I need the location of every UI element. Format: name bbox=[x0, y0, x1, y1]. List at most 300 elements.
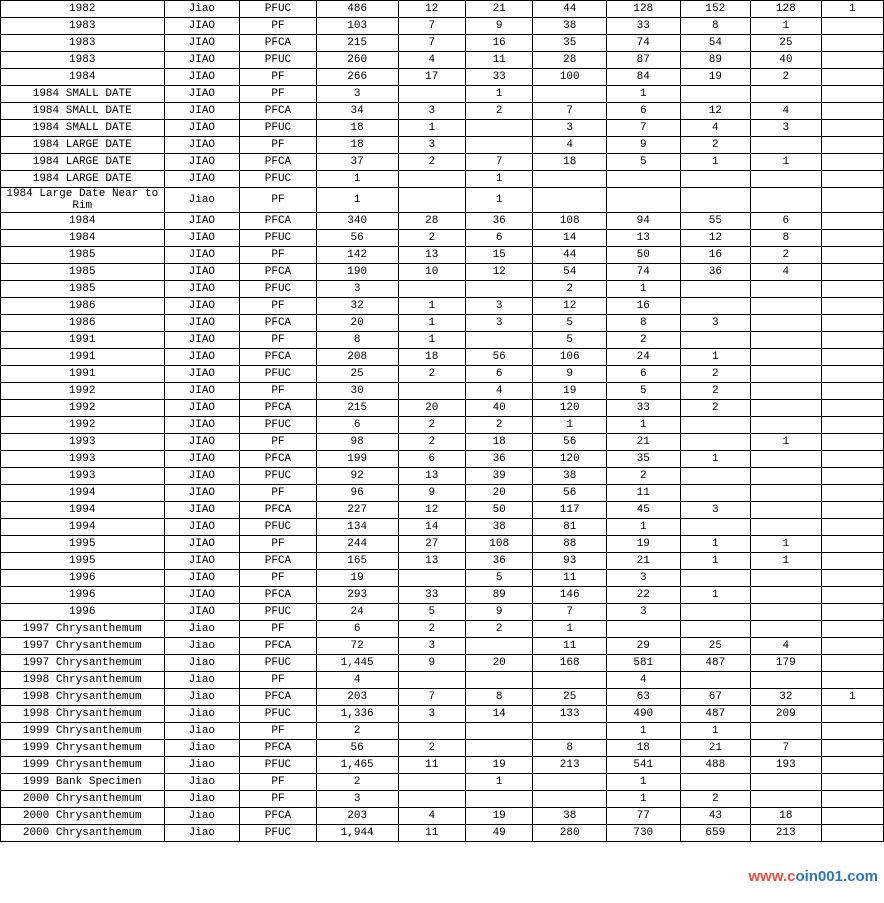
cell-g3: 18 bbox=[533, 154, 607, 171]
cell-grade_service: PF bbox=[240, 188, 317, 213]
cell-g1: 20 bbox=[398, 400, 465, 417]
cell-total: 1 bbox=[316, 171, 398, 188]
watermark bbox=[749, 868, 879, 885]
cell-g2 bbox=[465, 791, 532, 808]
cell-g5: 54 bbox=[680, 35, 751, 52]
cell-g2 bbox=[465, 672, 532, 689]
cell-g4: 21 bbox=[606, 553, 680, 570]
cell-g7 bbox=[821, 621, 883, 638]
cell-g2: 19 bbox=[465, 808, 532, 825]
cell-unit: Jiao bbox=[164, 774, 240, 791]
cell-denomination_year: 1991 bbox=[1, 332, 165, 349]
cell-g7 bbox=[821, 536, 883, 553]
cell-g2 bbox=[465, 120, 532, 137]
cell-g5 bbox=[680, 281, 751, 298]
cell-g4: 45 bbox=[606, 502, 680, 519]
cell-g1: 33 bbox=[398, 587, 465, 604]
cell-g6: 1 bbox=[751, 18, 822, 35]
cell-denomination_year: 1995 bbox=[1, 536, 165, 553]
cell-denomination_year: 2000 Chrysanthemum bbox=[1, 825, 165, 842]
cell-g6 bbox=[751, 400, 822, 417]
cell-g4: 1 bbox=[606, 723, 680, 740]
cell-total: 199 bbox=[316, 451, 398, 468]
cell-g2: 11 bbox=[465, 52, 532, 69]
table-row bbox=[1, 315, 884, 332]
cell-g7 bbox=[821, 553, 883, 570]
cell-g3: 9 bbox=[533, 366, 607, 383]
cell-denomination_year: 1996 bbox=[1, 587, 165, 604]
cell-g2: 6 bbox=[465, 230, 532, 247]
cell-g4: 6 bbox=[606, 103, 680, 120]
table-row bbox=[1, 154, 884, 171]
cell-grade_service: PFUC bbox=[240, 519, 317, 536]
cell-g2: 18 bbox=[465, 434, 532, 451]
table-row bbox=[1, 298, 884, 315]
cell-grade_service: PFUC bbox=[240, 120, 317, 137]
cell-g5: 36 bbox=[680, 264, 751, 281]
table-row bbox=[1, 1, 884, 18]
cell-denomination_year: 1986 bbox=[1, 315, 165, 332]
table-row bbox=[1, 264, 884, 281]
cell-g7 bbox=[821, 69, 883, 86]
cell-g2: 5 bbox=[465, 570, 532, 587]
cell-g6 bbox=[751, 298, 822, 315]
cell-g5: 12 bbox=[680, 230, 751, 247]
cell-g7 bbox=[821, 120, 883, 137]
cell-unit: Jiao bbox=[164, 740, 240, 757]
cell-unit: JIAO bbox=[164, 171, 240, 188]
cell-total: 8 bbox=[316, 332, 398, 349]
cell-g2: 33 bbox=[465, 69, 532, 86]
cell-g7 bbox=[821, 570, 883, 587]
table-row bbox=[1, 383, 884, 400]
cell-g5: 16 bbox=[680, 247, 751, 264]
cell-unit: JIAO bbox=[164, 502, 240, 519]
cell-g2: 19 bbox=[465, 757, 532, 774]
cell-denomination_year: 1997 Chrysanthemum bbox=[1, 655, 165, 672]
cell-total: 18 bbox=[316, 137, 398, 154]
cell-g7 bbox=[821, 400, 883, 417]
cell-g1: 4 bbox=[398, 52, 465, 69]
cell-denomination_year: 2000 Chrysanthemum bbox=[1, 791, 165, 808]
cell-total: 92 bbox=[316, 468, 398, 485]
cell-g5: 8 bbox=[680, 18, 751, 35]
table-row bbox=[1, 638, 884, 655]
table-row bbox=[1, 349, 884, 366]
cell-g6 bbox=[751, 468, 822, 485]
cell-g7 bbox=[821, 154, 883, 171]
cell-unit: JIAO bbox=[164, 35, 240, 52]
cell-g4: 541 bbox=[606, 757, 680, 774]
cell-g1: 4 bbox=[398, 808, 465, 825]
cell-g6 bbox=[751, 417, 822, 434]
cell-g5 bbox=[680, 171, 751, 188]
cell-g6: 128 bbox=[751, 1, 822, 18]
cell-g2: 89 bbox=[465, 587, 532, 604]
cell-grade_service: PF bbox=[240, 485, 317, 502]
cell-denomination_year: 1998 Chrysanthemum bbox=[1, 672, 165, 689]
cell-g1: 2 bbox=[398, 230, 465, 247]
cell-g7 bbox=[821, 791, 883, 808]
cell-g6 bbox=[751, 451, 822, 468]
cell-g5: 2 bbox=[680, 791, 751, 808]
cell-g5 bbox=[680, 485, 751, 502]
cell-denomination_year: 1992 bbox=[1, 417, 165, 434]
cell-denomination_year: 1992 bbox=[1, 383, 165, 400]
cell-unit: Jiao bbox=[164, 825, 240, 842]
cell-unit: Jiao bbox=[164, 621, 240, 638]
cell-denomination_year: 1997 Chrysanthemum bbox=[1, 621, 165, 638]
cell-grade_service: PF bbox=[240, 332, 317, 349]
table-row bbox=[1, 18, 884, 35]
table-row bbox=[1, 171, 884, 188]
cell-g1 bbox=[398, 281, 465, 298]
table-row bbox=[1, 536, 884, 553]
cell-g2: 15 bbox=[465, 247, 532, 264]
cell-unit: JIAO bbox=[164, 434, 240, 451]
cell-denomination_year: 1991 bbox=[1, 349, 165, 366]
cell-g4: 490 bbox=[606, 706, 680, 723]
table-row bbox=[1, 52, 884, 69]
cell-g6 bbox=[751, 349, 822, 366]
cell-g1: 13 bbox=[398, 553, 465, 570]
cell-total: 165 bbox=[316, 553, 398, 570]
cell-denomination_year: 1996 bbox=[1, 570, 165, 587]
cell-g5: 152 bbox=[680, 1, 751, 18]
cell-denomination_year: 1998 Chrysanthemum bbox=[1, 706, 165, 723]
cell-g6 bbox=[751, 774, 822, 791]
cell-g2: 3 bbox=[465, 298, 532, 315]
cell-g6: 193 bbox=[751, 757, 822, 774]
cell-g2: 12 bbox=[465, 264, 532, 281]
cell-grade_service: PFCA bbox=[240, 315, 317, 332]
table-row bbox=[1, 757, 884, 774]
cell-g5: 3 bbox=[680, 315, 751, 332]
cell-g2: 1 bbox=[465, 86, 532, 103]
cell-g1: 2 bbox=[398, 434, 465, 451]
cell-unit: JIAO bbox=[164, 230, 240, 247]
cell-g4: 3 bbox=[606, 604, 680, 621]
cell-denomination_year: 1992 bbox=[1, 400, 165, 417]
cell-g1: 18 bbox=[398, 349, 465, 366]
cell-g6 bbox=[751, 188, 822, 213]
cell-g1 bbox=[398, 171, 465, 188]
cell-g5 bbox=[680, 672, 751, 689]
cell-g3: 14 bbox=[533, 230, 607, 247]
cell-g5 bbox=[680, 332, 751, 349]
cell-grade_service: PFCA bbox=[240, 154, 317, 171]
cell-total: 30 bbox=[316, 383, 398, 400]
cell-g7 bbox=[821, 18, 883, 35]
cell-g6: 18 bbox=[751, 808, 822, 825]
cell-denomination_year: 1993 bbox=[1, 451, 165, 468]
cell-unit: JIAO bbox=[164, 485, 240, 502]
cell-g5 bbox=[680, 519, 751, 536]
cell-g3 bbox=[533, 672, 607, 689]
cell-total: 190 bbox=[316, 264, 398, 281]
cell-g6 bbox=[751, 519, 822, 536]
cell-g3 bbox=[533, 774, 607, 791]
cell-unit: JIAO bbox=[164, 120, 240, 137]
cell-g3: 1 bbox=[533, 621, 607, 638]
cell-g5: 488 bbox=[680, 757, 751, 774]
cell-g1: 7 bbox=[398, 689, 465, 706]
cell-g6 bbox=[751, 383, 822, 400]
cell-unit: Jiao bbox=[164, 808, 240, 825]
cell-g7 bbox=[821, 230, 883, 247]
cell-g2: 2 bbox=[465, 417, 532, 434]
cell-denomination_year: 1984 LARGE DATE bbox=[1, 171, 165, 188]
table-row bbox=[1, 281, 884, 298]
cell-g6 bbox=[751, 672, 822, 689]
cell-g1 bbox=[398, 672, 465, 689]
table-row bbox=[1, 332, 884, 349]
cell-g7 bbox=[821, 587, 883, 604]
cell-total: 1,336 bbox=[316, 706, 398, 723]
cell-g4: 29 bbox=[606, 638, 680, 655]
cell-g5: 659 bbox=[680, 825, 751, 842]
cell-g3: 7 bbox=[533, 103, 607, 120]
cell-g4: 1 bbox=[606, 791, 680, 808]
cell-g3: 93 bbox=[533, 553, 607, 570]
cell-total: 266 bbox=[316, 69, 398, 86]
cell-unit: JIAO bbox=[164, 417, 240, 434]
cell-g3: 5 bbox=[533, 332, 607, 349]
table-row bbox=[1, 502, 884, 519]
cell-grade_service: PFUC bbox=[240, 655, 317, 672]
cell-g7 bbox=[821, 52, 883, 69]
cell-denomination_year: 1994 bbox=[1, 485, 165, 502]
cell-grade_service: PF bbox=[240, 383, 317, 400]
cell-unit: JIAO bbox=[164, 383, 240, 400]
cell-g1: 7 bbox=[398, 35, 465, 52]
cell-g6 bbox=[751, 171, 822, 188]
cell-g7 bbox=[821, 349, 883, 366]
cell-total: 3 bbox=[316, 791, 398, 808]
cell-denomination_year: 1984 SMALL DATE bbox=[1, 103, 165, 120]
cell-g2: 20 bbox=[465, 655, 532, 672]
table-row bbox=[1, 570, 884, 587]
cell-g6: 6 bbox=[751, 213, 822, 230]
cell-g7 bbox=[821, 723, 883, 740]
cell-g7 bbox=[821, 298, 883, 315]
cell-g7 bbox=[821, 213, 883, 230]
cell-g3: 56 bbox=[533, 434, 607, 451]
cell-denomination_year: 1984 bbox=[1, 69, 165, 86]
cell-g1: 3 bbox=[398, 638, 465, 655]
cell-g2: 50 bbox=[465, 502, 532, 519]
cell-g2: 39 bbox=[465, 468, 532, 485]
cell-g3: 120 bbox=[533, 400, 607, 417]
cell-unit: Jiao bbox=[164, 723, 240, 740]
cell-g7 bbox=[821, 171, 883, 188]
cell-g2 bbox=[465, 740, 532, 757]
cell-g5: 12 bbox=[680, 103, 751, 120]
cell-denomination_year: 1985 bbox=[1, 281, 165, 298]
cell-grade_service: PFCA bbox=[240, 264, 317, 281]
cell-g6 bbox=[751, 604, 822, 621]
cell-g1: 5 bbox=[398, 604, 465, 621]
cell-g4: 128 bbox=[606, 1, 680, 18]
cell-total: 340 bbox=[316, 213, 398, 230]
cell-g5: 487 bbox=[680, 706, 751, 723]
cell-g3: 4 bbox=[533, 137, 607, 154]
cell-g1: 12 bbox=[398, 1, 465, 18]
cell-g1: 3 bbox=[398, 137, 465, 154]
cell-total: 203 bbox=[316, 808, 398, 825]
table-row bbox=[1, 35, 884, 52]
cell-total: 3 bbox=[316, 281, 398, 298]
cell-g2: 3 bbox=[465, 315, 532, 332]
cell-g1: 10 bbox=[398, 264, 465, 281]
cell-g7 bbox=[821, 485, 883, 502]
cell-grade_service: PF bbox=[240, 774, 317, 791]
cell-g2: 16 bbox=[465, 35, 532, 52]
cell-g6: 32 bbox=[751, 689, 822, 706]
cell-g4 bbox=[606, 188, 680, 213]
cell-grade_service: PFUC bbox=[240, 171, 317, 188]
cell-grade_service: PF bbox=[240, 18, 317, 35]
cell-g1: 9 bbox=[398, 485, 465, 502]
cell-g4: 1 bbox=[606, 417, 680, 434]
cell-g5: 2 bbox=[680, 383, 751, 400]
cell-g5: 487 bbox=[680, 655, 751, 672]
cell-g1: 12 bbox=[398, 502, 465, 519]
cell-grade_service: PFUC bbox=[240, 281, 317, 298]
cell-unit: Jiao bbox=[164, 638, 240, 655]
cell-grade_service: PFCA bbox=[240, 740, 317, 757]
cell-g3 bbox=[533, 723, 607, 740]
cell-unit: JIAO bbox=[164, 366, 240, 383]
cell-g5: 2 bbox=[680, 137, 751, 154]
cell-g3: 81 bbox=[533, 519, 607, 536]
cell-unit: JIAO bbox=[164, 587, 240, 604]
cell-unit: JIAO bbox=[164, 18, 240, 35]
cell-grade_service: PFUC bbox=[240, 825, 317, 842]
cell-g1: 14 bbox=[398, 519, 465, 536]
table-row bbox=[1, 706, 884, 723]
cell-g5: 1 bbox=[680, 154, 751, 171]
cell-unit: JIAO bbox=[164, 553, 240, 570]
cell-grade_service: PFCA bbox=[240, 213, 317, 230]
table-row bbox=[1, 69, 884, 86]
cell-g4 bbox=[606, 171, 680, 188]
cell-denomination_year: 1984 LARGE DATE bbox=[1, 137, 165, 154]
cell-g1: 1 bbox=[398, 315, 465, 332]
cell-grade_service: PF bbox=[240, 69, 317, 86]
cell-total: 2 bbox=[316, 774, 398, 791]
cell-g4: 5 bbox=[606, 154, 680, 171]
cell-total: 18 bbox=[316, 120, 398, 137]
cell-g4: 13 bbox=[606, 230, 680, 247]
cell-g2 bbox=[465, 137, 532, 154]
cell-denomination_year: 1983 bbox=[1, 52, 165, 69]
cell-g1: 17 bbox=[398, 69, 465, 86]
cell-g2: 38 bbox=[465, 519, 532, 536]
cell-g4: 2 bbox=[606, 332, 680, 349]
cell-g7 bbox=[821, 774, 883, 791]
cell-grade_service: PF bbox=[240, 434, 317, 451]
cell-g6: 213 bbox=[751, 825, 822, 842]
cell-denomination_year: 1999 Chrysanthemum bbox=[1, 740, 165, 757]
cell-denomination_year: 1995 bbox=[1, 553, 165, 570]
cell-grade_service: PFUC bbox=[240, 604, 317, 621]
cell-g5: 3 bbox=[680, 502, 751, 519]
cell-g4: 77 bbox=[606, 808, 680, 825]
cell-g6 bbox=[751, 791, 822, 808]
cell-g3: 120 bbox=[533, 451, 607, 468]
cell-g2: 1 bbox=[465, 774, 532, 791]
table-row bbox=[1, 103, 884, 120]
cell-g3: 38 bbox=[533, 468, 607, 485]
cell-g7 bbox=[821, 383, 883, 400]
cell-g7 bbox=[821, 519, 883, 536]
cell-g5: 67 bbox=[680, 689, 751, 706]
cell-grade_service: PFUC bbox=[240, 706, 317, 723]
cell-g2: 2 bbox=[465, 103, 532, 120]
cell-g2: 36 bbox=[465, 451, 532, 468]
cell-denomination_year: 1997 Chrysanthemum bbox=[1, 638, 165, 655]
cell-g1 bbox=[398, 383, 465, 400]
cell-g4 bbox=[606, 621, 680, 638]
cell-g6: 2 bbox=[751, 247, 822, 264]
cell-unit: JIAO bbox=[164, 103, 240, 120]
cell-g6 bbox=[751, 366, 822, 383]
cell-unit: JIAO bbox=[164, 400, 240, 417]
cell-g1: 2 bbox=[398, 740, 465, 757]
cell-g4: 18 bbox=[606, 740, 680, 757]
cell-unit: Jiao bbox=[164, 1, 240, 18]
cell-total: 32 bbox=[316, 298, 398, 315]
cell-g4: 87 bbox=[606, 52, 680, 69]
table-row bbox=[1, 723, 884, 740]
cell-grade_service: PFUC bbox=[240, 468, 317, 485]
cell-g4: 33 bbox=[606, 18, 680, 35]
cell-g7 bbox=[821, 188, 883, 213]
cell-g5: 43 bbox=[680, 808, 751, 825]
cell-denomination_year: 1984 Large Date Near to Rim bbox=[1, 188, 165, 213]
cell-g7 bbox=[821, 264, 883, 281]
cell-g5: 1 bbox=[680, 723, 751, 740]
cell-unit: JIAO bbox=[164, 154, 240, 171]
cell-g3: 1 bbox=[533, 417, 607, 434]
cell-unit: Jiao bbox=[164, 706, 240, 723]
cell-total: 3 bbox=[316, 86, 398, 103]
cell-denomination_year: 2000 Chrysanthemum bbox=[1, 808, 165, 825]
cell-g1 bbox=[398, 86, 465, 103]
cell-g1 bbox=[398, 723, 465, 740]
cell-g6: 4 bbox=[751, 103, 822, 120]
cell-g7 bbox=[821, 808, 883, 825]
cell-denomination_year: 1986 bbox=[1, 298, 165, 315]
cell-g7 bbox=[821, 247, 883, 264]
cell-g5: 21 bbox=[680, 740, 751, 757]
table-row bbox=[1, 791, 884, 808]
cell-g3: 117 bbox=[533, 502, 607, 519]
cell-unit: JIAO bbox=[164, 332, 240, 349]
cell-g7 bbox=[821, 468, 883, 485]
cell-g2 bbox=[465, 281, 532, 298]
cell-g4: 9 bbox=[606, 137, 680, 154]
cell-g7 bbox=[821, 35, 883, 52]
cell-g3: 213 bbox=[533, 757, 607, 774]
cell-g4: 1 bbox=[606, 86, 680, 103]
cell-grade_service: PF bbox=[240, 137, 317, 154]
cell-unit: JIAO bbox=[164, 451, 240, 468]
cell-g4: 3 bbox=[606, 570, 680, 587]
table-row bbox=[1, 468, 884, 485]
cell-g4: 24 bbox=[606, 349, 680, 366]
